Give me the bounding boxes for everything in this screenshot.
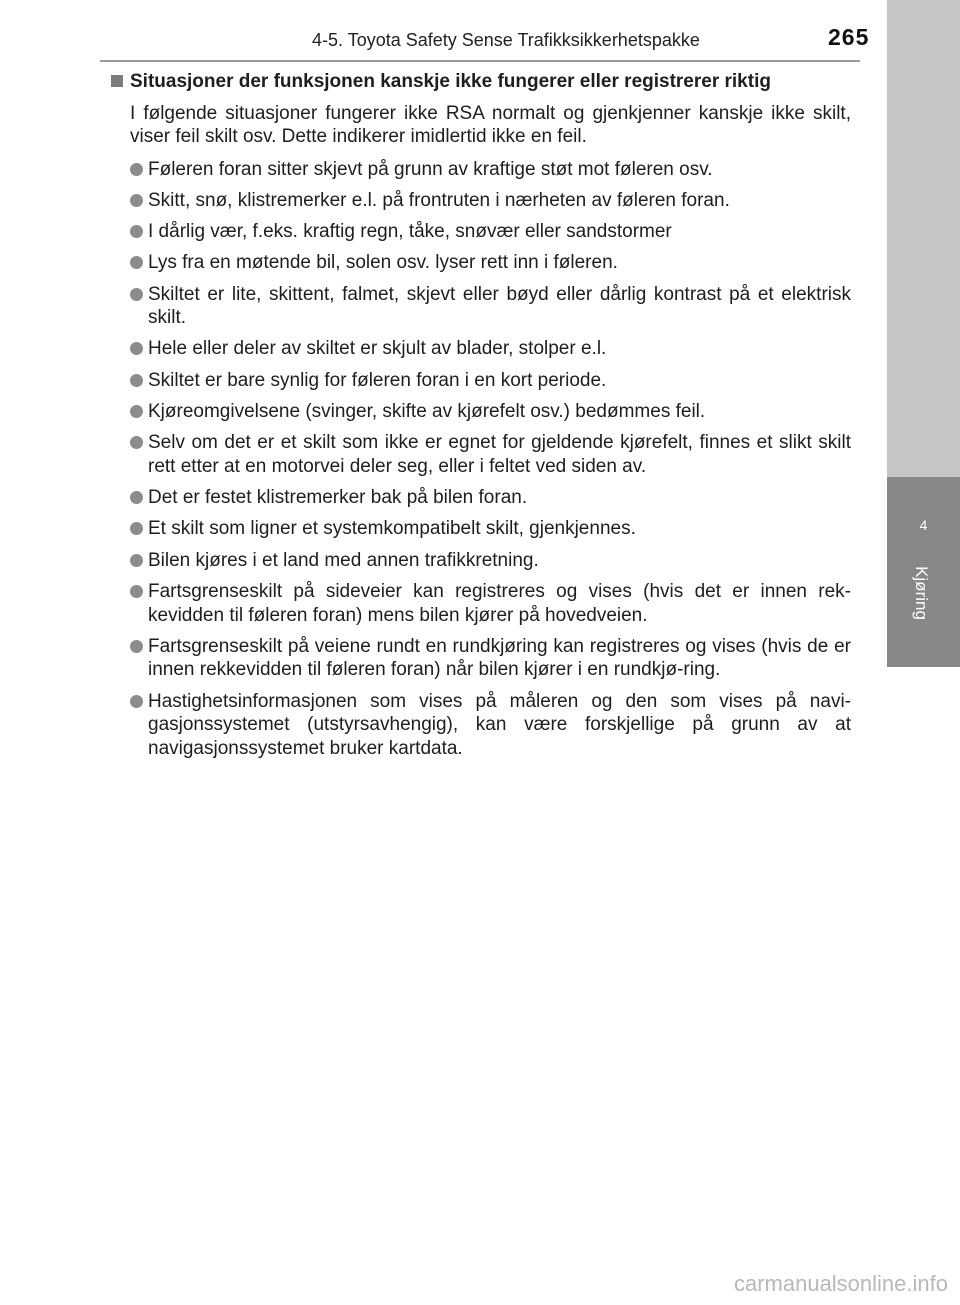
list-item-text: Selv om det er et skilt som ikke er egnet for gjeldende kjørefelt, finnes et slikt skilt rett etter at en motorvei deler seg, eller i feltet ved siden av. bbox=[148, 432, 851, 477]
bullet-dot-icon bbox=[130, 374, 143, 387]
list-item bbox=[111, 635, 851, 682]
bullet-dot-icon bbox=[130, 436, 143, 449]
bullet-dot-icon bbox=[130, 194, 143, 207]
list-item bbox=[111, 337, 851, 361]
square-bullet-icon bbox=[111, 75, 123, 87]
watermark: carmanualsonline.info bbox=[733, 1271, 948, 1296]
list-item-text: Lys fra en møtende bil, solen osv. lyser rett inn i føleren. bbox=[148, 252, 618, 274]
list-item-text: Skiltet er lite, skittent, falmet, skjevt eller bøyd eller dårlig kontrast på et elektrisk skilt. bbox=[148, 283, 851, 329]
list-item bbox=[111, 549, 851, 573]
bullet-dot-icon bbox=[130, 225, 143, 238]
list-item bbox=[111, 189, 851, 213]
list-item-text: Fartsgrenseskilt på veiene rundt en rundkjøring kan registreres og vises (hvis de er innen rekkevidden til føleren foran) når bilen kjører i en rundkjø-ring. bbox=[148, 635, 851, 681]
bullet-dot-icon bbox=[130, 640, 143, 653]
bullet-dot-icon bbox=[130, 288, 143, 301]
section-heading bbox=[111, 70, 851, 94]
list-item-text: I dårlig vær, f.eks. kraftig regn, tåke, snøvær eller sandstormer bbox=[148, 221, 672, 243]
list-item bbox=[111, 431, 851, 478]
list-item-text: Det er festet klistremerker bak på bilen foran. bbox=[148, 487, 528, 509]
page-number: 265 bbox=[828, 24, 870, 50]
list-item-text: Kjøreomgivelsene (svinger, skifte av kjørefelt osv.) bedømmes feil. bbox=[148, 401, 706, 423]
list-item-text: Føleren foran sitter skjevt på grunn av kraftige støt mot føleren osv. bbox=[148, 158, 713, 180]
list-item bbox=[111, 400, 851, 424]
chapter-number: 4 bbox=[919, 517, 928, 533]
bullet-dot-icon bbox=[130, 342, 143, 355]
list-item-text: Skiltet er bare synlig for føleren foran i en kort periode. bbox=[148, 369, 607, 391]
side-tab-upper bbox=[887, 0, 960, 477]
bullet-dot-icon bbox=[130, 522, 143, 535]
list-item bbox=[111, 580, 851, 627]
list-item-text: Skitt, snø, klistremerker e.l. på frontruten i nærheten av føleren foran. bbox=[148, 189, 730, 211]
list-item bbox=[111, 369, 851, 393]
intro-paragraph: I følgende situasjoner fungerer ikke RSA normalt og gjenkjenner kanskje ikke skilt, viser feil skilt osv. Dette indikerer imidlertid ikke en feil. bbox=[130, 102, 851, 147]
page-content bbox=[111, 70, 851, 768]
list-item bbox=[111, 283, 851, 330]
list-item-text: Bilen kjøres i et land med annen trafikkretning. bbox=[148, 549, 539, 571]
list-item-text: Fartsgrenseskilt på sideveier kan registreres og vises (hvis det er innen rek-kevidden til føleren foran) mens bilen kjører på hovedveien. bbox=[148, 581, 851, 626]
list-item bbox=[111, 517, 851, 541]
list-item bbox=[111, 690, 851, 761]
chapter-name: Kjøring bbox=[912, 566, 931, 620]
bullet-dot-icon bbox=[130, 256, 143, 269]
bullet-dot-icon bbox=[130, 585, 143, 598]
list-item bbox=[111, 220, 851, 244]
bullet-dot-icon bbox=[130, 405, 143, 418]
bullet-dot-icon bbox=[130, 491, 143, 504]
list-item bbox=[111, 158, 851, 182]
list-item-text: Hastighetsinformasjonen som vises på måleren og den som vises på navi-gasjonssystemet (utstyrsavhengig), kan være forskjellige på grunn av at navigasjonssystemet bruker kartdata. bbox=[148, 690, 851, 759]
list-item bbox=[111, 486, 851, 510]
chapter-tab bbox=[887, 477, 960, 667]
bullet-dot-icon bbox=[130, 695, 143, 708]
bullet-dot-icon bbox=[130, 163, 143, 176]
header-divider bbox=[100, 60, 860, 62]
list-item-text: Hele eller deler av skiltet er skjult av blader, stolper e.l. bbox=[148, 338, 607, 360]
list-item bbox=[111, 251, 851, 275]
section-title: 4-5. Toyota Safety Sense Trafikksikkerhetspakke bbox=[312, 30, 700, 50]
section-heading-text: Situasjoner der funksjonen kanskje ikke fungerer eller registrerer riktig bbox=[130, 71, 771, 92]
bullet-list bbox=[111, 158, 851, 761]
list-item-text: Et skilt som ligner et systemkompatibelt skilt, gjenkjennes. bbox=[148, 518, 636, 540]
bullet-dot-icon bbox=[130, 554, 143, 567]
